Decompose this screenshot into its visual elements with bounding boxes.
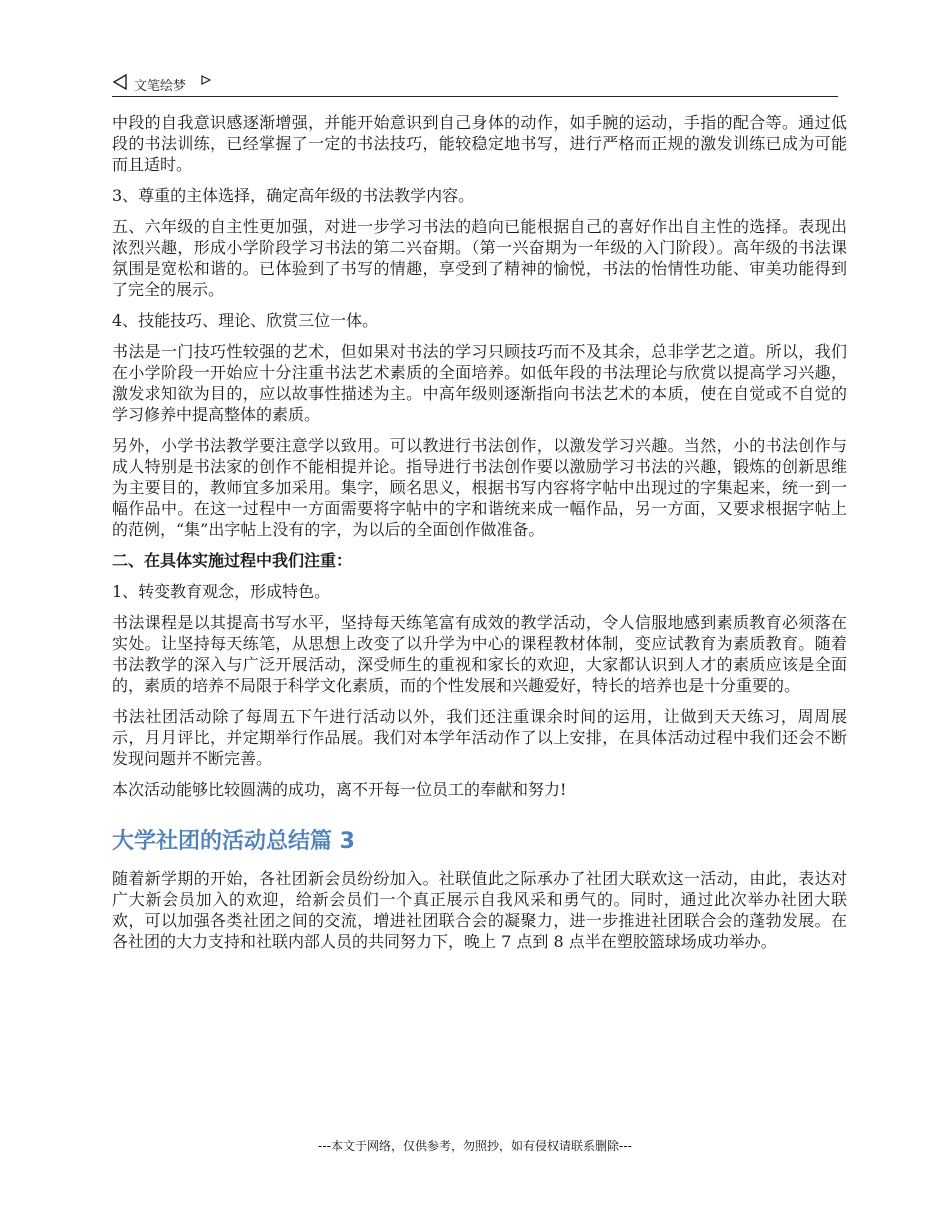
left-triangle-icon (112, 74, 128, 90)
paragraph: 3、尊重的主体选择，确定高年级的书法教学内容。 (112, 186, 475, 205)
subheading: 二、在具体实施过程中我们注重： (112, 551, 353, 570)
page-footer: ---本文于网络，仅供参考，勿照抄，如有侵权请联系删除--- (318, 1139, 632, 1153)
paragraph: 4、技能技巧、理论、欣赏三位一体。 (112, 311, 379, 330)
paragraph: 中段的自我意识感逐渐增强，并能开始意识到自己身体的动作，如手腕的运动，手指的配合等。通过低段的书法训练，已经掌握了一定的书法技巧，能较稳定地书写，进行严格而正规的激发训练已成为可能而且适时。 (112, 113, 847, 174)
paragraph: 另外，小学书法教学要注意学以致用。可以教进行书法创作，以激发学习兴趣。当然，小的书法创作与成人特别是书法家的创作不能相提并论。指导进行书法创作要以激励学习书法的兴趣，锻炼的创新思维为主要目的，教师宜多加采用。集字，顾名思义，根据书写内容将字帖中出现过的字集起来，统一到一幅作品中。在这一过程中一方面需要将字帖中的字和谐统来成一幅作品，另一方面，又要求根据字帖上的范例，“集”出字帖上没有的字，为以后的全面创作做准备。 (112, 436, 847, 539)
header-brand: 文笔绘梦 (134, 79, 187, 94)
page-header (112, 70, 838, 97)
paragraph: 本次活动能够比较圆满的成功，离不开每一位员工的奉献和努力! (112, 780, 567, 799)
paragraph: 1、转变教育观念，形成特色。 (112, 582, 331, 601)
paragraph: 书法课程是以其提高书写水平，坚持每天练笔富有成效的教学活动，令人信服地感到素质教育必须落在实处。让坚持每天练笔，从思想上改变了以升学为中心的课程教材体制，变应试教育为素质教育。随着书法教学的深入与广泛开展活动，深受师生的重视和家长的欢迎，大家都认识到人才的素质应该是全面的，素质的培养不局限于科学文化素质，而的个性发展和兴趣爱好，特长的培养也是十分重要的。 (112, 613, 847, 695)
right-triangle-icon (201, 75, 211, 85)
paragraph: 书法社团活动除了每周五下午进行活动以外，我们还注重课余时间的运用，让做到天天练习，周周展示，月月评比，并定期举行作品展。我们对本学年活动作了以上安排，在具体活动过程中我们还会不断发现问题并不断完善。 (112, 707, 847, 768)
paragraph: 随着新学期的开始，各社团新会员纷纷加入。社联值此之际承办了社团大联欢这一活动，由此，表达对广大新会员加入的欢迎，给新会员们一个真正展示自我风采和勇气的。同时，通过此次举办社团大联欢，可以加强各类社团之间的交流，增进社团联合会的凝聚力，进一步推进社团联合会的蓬勃发展。在各社团的大力支持和社联内部人员的共同努力下，晚上 7 点到 8 点半在塑胶篮球场成功举办。 (112, 869, 847, 951)
paragraph: 五、六年级的自主性更加强，对进一步学习书法的趋向已能根据自己的喜好作出自主性的选择。表现出浓烈兴趣，形成小学阶段学习书法的第二兴奋期。（第一兴奋期为一年级的入门阶段）。高年级的书法课氛围是宽松和谐的。已体验到了书写的情趣，享受到了精神的愉悦，书法的怡情性功能、审美功能得到了完全的展示。 (112, 217, 847, 299)
document-body (112, 112, 847, 962)
section-title: 大学社团的活动总结篇 3 (112, 829, 355, 854)
paragraph: 书法是一门技巧性较强的艺术，但如果对书法的学习只顾技巧而不及其余，总非学艺之道。所以，我们在小学阶段一开始应十分注重书法艺术素质的全面培养。如低年段的书法理论与欣赏以提高学习兴趣，激发求知欲为目的，应以故事性描述为主。中高年级则逐渐指向书法艺术的本质，使在自觉或不自觉的学习修养中提高整体的素质。 (112, 342, 847, 424)
